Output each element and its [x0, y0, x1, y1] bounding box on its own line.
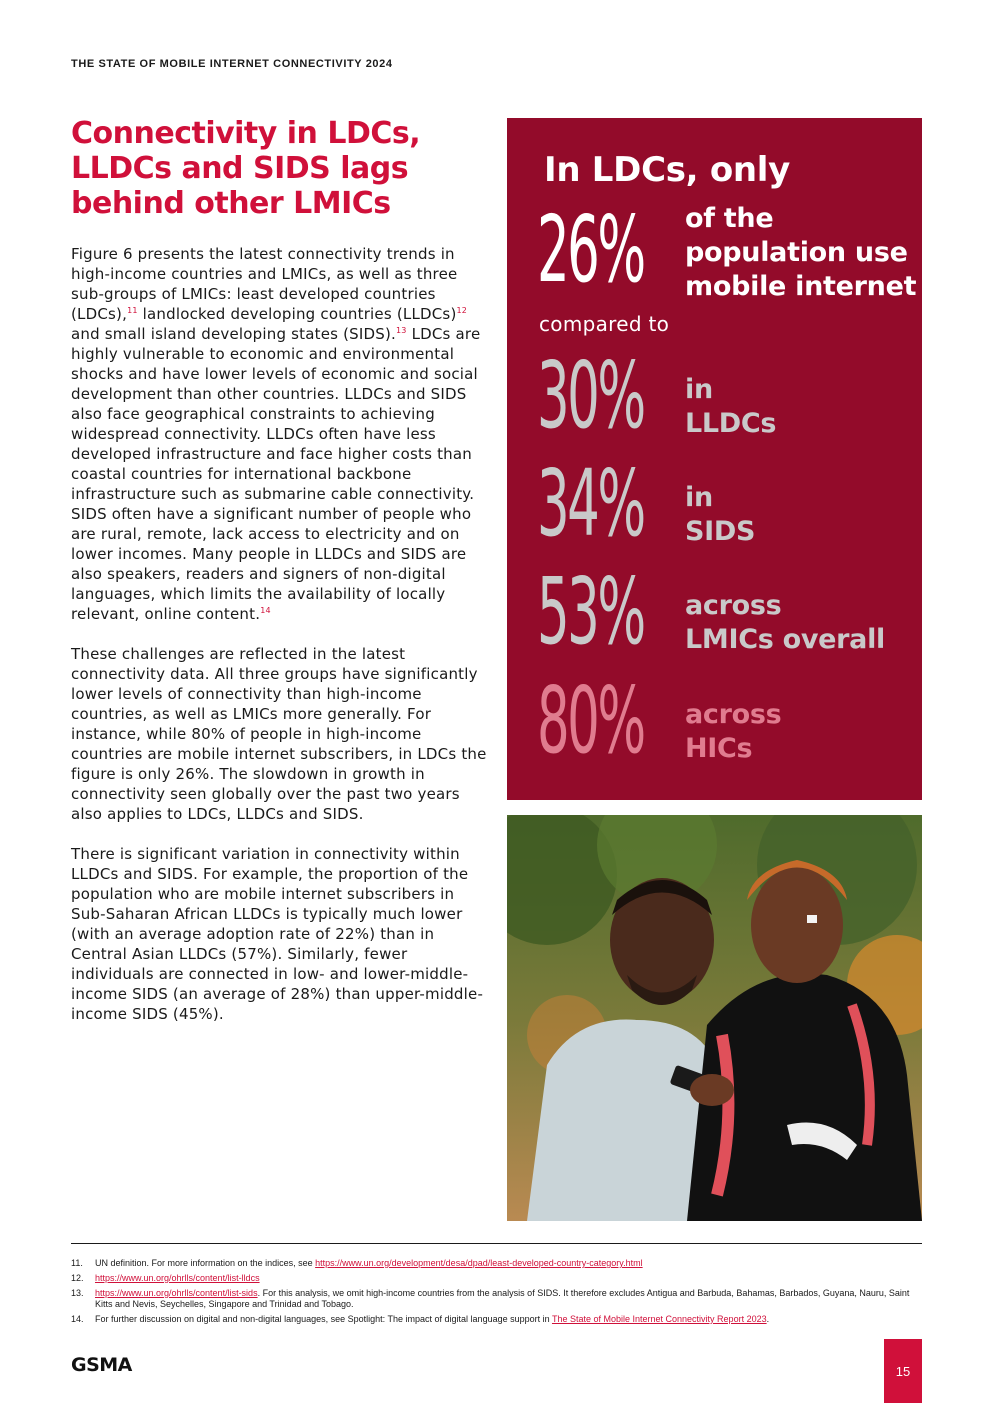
- paragraph-1: Figure 6 presents the latest connectivity trends in high-income countries and LMICs, as well as three sub-groups of LMICs: least developed countries (LDCs),$^{11}$ landlocked developing countries (LLDCs)$^{12}$ and small island developing states (SIDS).$^{13}$ LDCs are highly vulnerable to economic and environmental shocks and have lower levels of economic and social development than other countries. LLDCs and SIDS also face geographical constraints to achieving widespread connectivity. LLDCs often have less developed infrastructure and face higher costs than coastal countries for international backbone infrastructure such as submarine cable connectivity. SIDS often have a significant number of people who are rural, remote, lack access to electricity and on lower incomes. Many people in LLDCs and SIDS are also speakers, readers and signers of non-digital languages, which limits the availability of locally relevant, online content.$^{14}$: [71, 245, 481, 623]
- section-title: Connectivity in LDCs, LLDCs and SIDS lags behind other LMICs: [71, 116, 421, 221]
- gsma-logo: GSMA: [71, 1354, 132, 1376]
- stat-lmics-desc: across LMICs overall: [685, 590, 886, 655]
- footnote-ref-12[interactable]: 12: [456, 306, 468, 315]
- stat-ldcs-desc: of the population use mobile internet: [685, 203, 917, 302]
- stat-sids-desc: in SIDS: [685, 482, 756, 547]
- stats-lead: In LDCs, only: [544, 150, 791, 190]
- footnotes: [71, 1258, 922, 1329]
- stat-ldcs-value: 26%: [537, 196, 644, 303]
- stat-hics-desc: across HICs: [685, 699, 782, 764]
- stat-hics-value: 80%: [537, 667, 644, 774]
- stats-callout: [507, 118, 922, 800]
- page-number: 15: [884, 1339, 922, 1403]
- paragraph-3: There is significant variation in connectivity within LLDCs and SIDS. For example, the proportion of the population who are mobile internet subscribers in Sub-Saharan African LLDCs is typically much lower (with an average adoption rate of 22%) than in Central Asian LLDCs (57%). Similarly, fewer individuals are connected in low- and lower-middle-income SIDS (an average of 28%) than upper-middle-income SIDS (45%).: [71, 845, 484, 1023]
- stat-lmics-value: 53%: [537, 558, 644, 665]
- footnote-12-link[interactable]: https://www.un.org/ohrlls/content/list-lldcs: [95, 1273, 260, 1283]
- footnote-ref-14[interactable]: 14: [260, 606, 271, 615]
- footnote-ref-11[interactable]: 11: [127, 306, 138, 315]
- footnote-14-link[interactable]: The State of Mobile Internet Connectivity Report 2023: [551, 1314, 767, 1324]
- footnote-11: 11. UN definition. For more information on the indices, see https://www.un.org/development/desa/dpad/least-developed-country-category.html: [71, 1258, 643, 1268]
- footnote-14: 14. For further discussion on digital and non-digital languages, see Spotlight: The impact of digital language support in The State of Mobile Internet Connectivity Report 2023.: [71, 1314, 770, 1324]
- photo-couple-with-phone: [507, 815, 922, 1221]
- stat-sids-value: 34%: [537, 450, 644, 557]
- paragraph-2: These challenges are reflected in the latest connectivity data. All three groups have significantly lower levels of connectivity than high-income countries, as well as LMICs more generally. For instance, while 80% of people in high-income countries are mobile internet subscribers, in LDCs the figure is only 26%. The slowdown in growth in connectivity seen globally over the past two years also applies to LDCs, LLDCs and SIDS.: [71, 645, 487, 823]
- compared-to: compared to: [539, 312, 670, 336]
- footnote-ref-13[interactable]: 13: [396, 326, 407, 335]
- footnote-11-link[interactable]: https://www.un.org/development/desa/dpad/least-developed-country-category.html: [315, 1258, 643, 1268]
- footnote-12: 12. https://www.un.org/ohrlls/content/list-lldcs: [71, 1273, 260, 1283]
- footnote-13-link[interactable]: https://www.un.org/ohrlls/content/list-sids: [95, 1288, 258, 1298]
- stat-lldcs-value: 30%: [537, 342, 644, 449]
- footnote-divider: [71, 1243, 922, 1244]
- stat-lldcs-desc: in LLDCs: [685, 374, 777, 439]
- footnote-13: 13. https://www.un.org/ohrlls/content/list-sids. For this analysis, we omit high-income countries from the analysis of SIDS. It therefore excludes Antigua and Barbuda, Bahamas, Barbados, Guyana, Nauru, Saint Kitts and Nevis, Seychelles, Singapore and Trinidad and Tobago.: [71, 1288, 910, 1309]
- running-header: THE STATE OF MOBILE INTERNET CONNECTIVITY 2024: [71, 58, 393, 70]
- body-text: [71, 244, 491, 1044]
